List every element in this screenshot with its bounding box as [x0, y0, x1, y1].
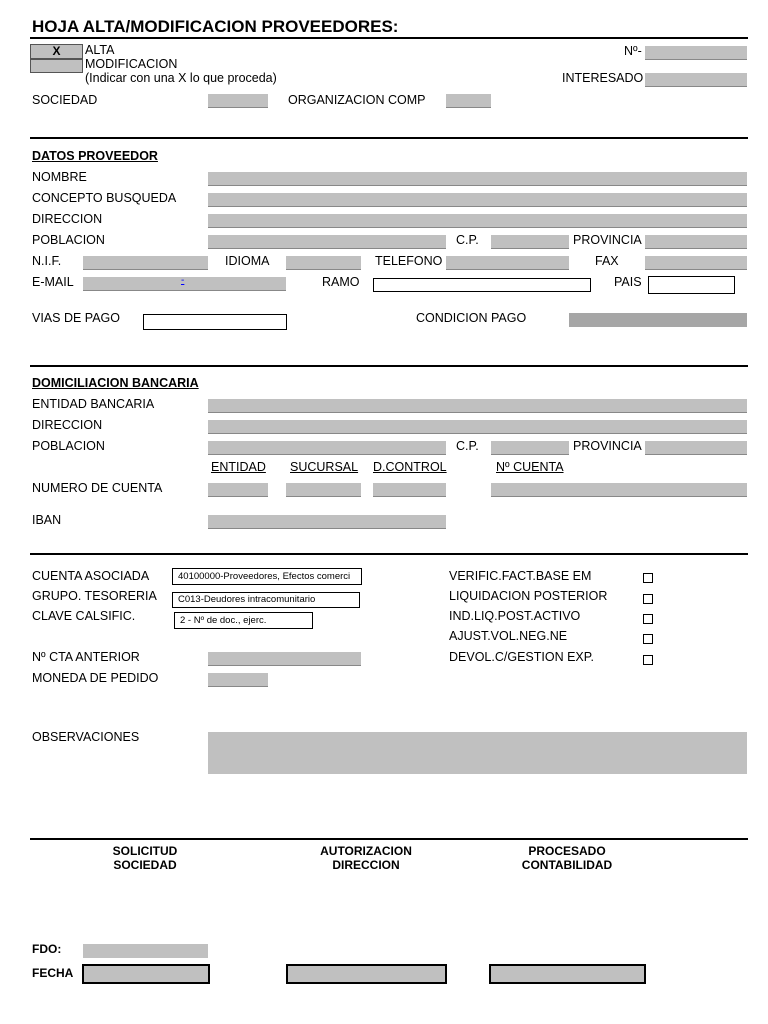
idioma-field[interactable]	[286, 256, 361, 270]
procesado-heading	[497, 844, 637, 872]
ramo-field[interactable]	[373, 278, 591, 292]
idioma-label: IDIOMA	[225, 254, 270, 268]
autorizacion-line2: DIRECCION	[332, 858, 400, 872]
observaciones-field[interactable]	[208, 732, 747, 774]
nombre-label: NOMBRE	[32, 170, 87, 184]
iban-label: IBAN	[32, 513, 62, 527]
banco-poblacion-field[interactable]	[208, 441, 446, 455]
procesado-line1: PROCESADO	[528, 844, 606, 858]
moneda-pedido-label: MONEDA DE PEDIDO	[32, 671, 159, 685]
fax-field[interactable]	[645, 256, 747, 270]
organizacion-field[interactable]	[446, 94, 491, 108]
entidad-bancaria-field[interactable]	[208, 399, 747, 413]
check-label: IND.LIQ.POST.ACTIVO	[449, 609, 581, 623]
banco-provincia-label: PROVINCIA	[573, 439, 642, 453]
email-label: E-MAIL	[32, 275, 74, 289]
cuenta-asociada-select[interactable]: 40100000-Proveedores, Efectos comerci	[172, 568, 362, 585]
alta-label: ALTA	[85, 43, 115, 57]
provincia-label: PROVINCIA	[573, 233, 642, 247]
fdo-field[interactable]	[83, 944, 208, 958]
banco-poblacion-label: POBLACION	[32, 439, 105, 453]
numero-cuenta-label: NUMERO DE CUENTA	[32, 481, 163, 495]
fax-label: FAX	[595, 254, 619, 268]
check-label: LIQUIDACION POSTERIOR	[449, 589, 608, 603]
col-cuenta-label: Nº CUENTA	[496, 460, 564, 474]
banco-direccion-field[interactable]	[208, 420, 747, 434]
telefono-label: TELEFONO	[375, 254, 443, 268]
ind-liq-post-checkbox[interactable]	[643, 614, 653, 624]
procesado-line2: CONTABILIDAD	[521, 858, 613, 872]
col-entidad-label: ENTIDAD	[211, 460, 266, 474]
autorizacion-heading	[296, 844, 436, 872]
page-title: HOJA ALTA/MODIFICACION PROVEEDORES:	[32, 17, 399, 36]
domiciliacion-heading: DOMICILIACION BANCARIA	[32, 376, 199, 390]
grupo-tesoreria-select[interactable]: C013-Deudores intracomunitario	[172, 592, 360, 608]
solicitud-heading	[85, 844, 205, 872]
ajust-vol-checkbox[interactable]	[643, 634, 653, 644]
datos-proveedor-heading: DATOS PROVEEDOR	[32, 149, 158, 163]
col-dcontrol-label: D.CONTROL	[373, 460, 447, 474]
interesado-field[interactable]	[645, 73, 747, 87]
nif-field[interactable]	[83, 256, 208, 270]
cp-field[interactable]	[491, 235, 569, 249]
interesado-label: INTERESADO	[562, 71, 644, 85]
banco-direccion-label: DIRECCION	[32, 418, 103, 432]
telefono-field[interactable]	[446, 256, 569, 270]
iban-field[interactable]	[208, 515, 446, 529]
grupo-tesoreria-label: GRUPO. TESORERIA	[32, 589, 157, 603]
modificacion-checkbox[interactable]	[30, 59, 83, 73]
observaciones-label: OBSERVACIONES	[32, 730, 140, 744]
numero-label: Nº-	[624, 44, 642, 58]
direccion-field[interactable]	[208, 214, 747, 228]
concepto-label: CONCEPTO BUSQUEDA	[32, 191, 177, 205]
fecha-solicitud-field[interactable]	[82, 964, 210, 984]
solicitud-line2: SOCIEDAD	[113, 858, 177, 872]
autorizacion-line1: AUTORIZACION	[320, 844, 412, 858]
fecha-autorizacion-field[interactable]	[286, 964, 447, 984]
poblacion-label: POBLACION	[32, 233, 105, 247]
entidad-field[interactable]	[208, 483, 268, 497]
ramo-label: RAMO	[322, 275, 360, 289]
pais-field[interactable]	[648, 276, 735, 294]
verific-fact-checkbox[interactable]	[643, 573, 653, 583]
nif-label: N.I.F.	[32, 254, 62, 268]
modificacion-label: MODIFICACION	[85, 57, 178, 71]
clave-clasific-label: CLAVE CALSIFIC.	[32, 609, 136, 623]
solicitud-line1: SOLICITUD	[112, 844, 178, 858]
direccion-label: DIRECCION	[32, 212, 103, 226]
cuenta-field[interactable]	[491, 483, 747, 497]
banco-cp-label: C.P.	[456, 439, 479, 453]
check-label: VERIFIC.FACT.BASE EM	[449, 569, 592, 583]
cuenta-asociada-label: CUENTA ASOCIADA	[32, 569, 150, 583]
title-divider	[30, 37, 748, 39]
dcontrol-field[interactable]	[373, 483, 446, 497]
banco-provincia-field[interactable]	[645, 441, 747, 455]
alta-mark: X	[52, 44, 61, 58]
moneda-pedido-field[interactable]	[208, 673, 268, 687]
check-label: AJUST.VOL.NEG.NE	[449, 629, 568, 643]
fdo-label: FDO:	[32, 942, 62, 956]
cta-anterior-label: Nº CTA ANTERIOR	[32, 650, 140, 664]
banco-cp-field[interactable]	[491, 441, 569, 455]
vias-pago-label: VIAS DE PAGO	[32, 311, 120, 325]
col-sucursal-label: SUCURSAL	[290, 460, 359, 474]
nombre-field[interactable]	[208, 172, 747, 186]
section-divider	[30, 553, 748, 555]
sucursal-field[interactable]	[286, 483, 361, 497]
section-divider	[30, 137, 748, 139]
fecha-label: FECHA	[32, 966, 74, 980]
concepto-field[interactable]	[208, 193, 747, 207]
cta-anterior-field[interactable]	[208, 652, 361, 666]
devol-gestion-checkbox[interactable]	[643, 655, 653, 665]
section-divider	[30, 838, 748, 840]
provincia-field[interactable]	[645, 235, 747, 249]
pais-label: PAIS	[614, 275, 642, 289]
entidad-bancaria-label: ENTIDAD BANCARIA	[32, 397, 155, 411]
condicion-pago-label: CONDICION PAGO	[416, 311, 527, 325]
cp-label: C.P.	[456, 233, 479, 247]
check-label: DEVOL.C/GESTION EXP.	[449, 650, 594, 664]
alta-checkbox[interactable]	[30, 44, 83, 59]
numero-field[interactable]	[645, 46, 747, 60]
vias-pago-field[interactable]	[143, 314, 287, 330]
sociedad-label: SOCIEDAD	[32, 93, 98, 107]
clave-clasific-select[interactable]: 2 - Nº de doc., ejerc.	[174, 612, 313, 629]
sociedad-field[interactable]	[208, 94, 268, 108]
email-value[interactable]: -	[181, 275, 185, 286]
instruction-text: (Indicar con una X lo que proceda)	[85, 71, 277, 85]
liquidacion-posterior-checkbox[interactable]	[643, 594, 653, 604]
section-divider	[30, 365, 748, 367]
email-field[interactable]	[83, 277, 286, 291]
fecha-procesado-field[interactable]	[489, 964, 646, 984]
condicion-pago-field[interactable]	[569, 313, 747, 327]
organizacion-label: ORGANIZACION COMP	[288, 93, 426, 107]
poblacion-field[interactable]	[208, 235, 446, 249]
